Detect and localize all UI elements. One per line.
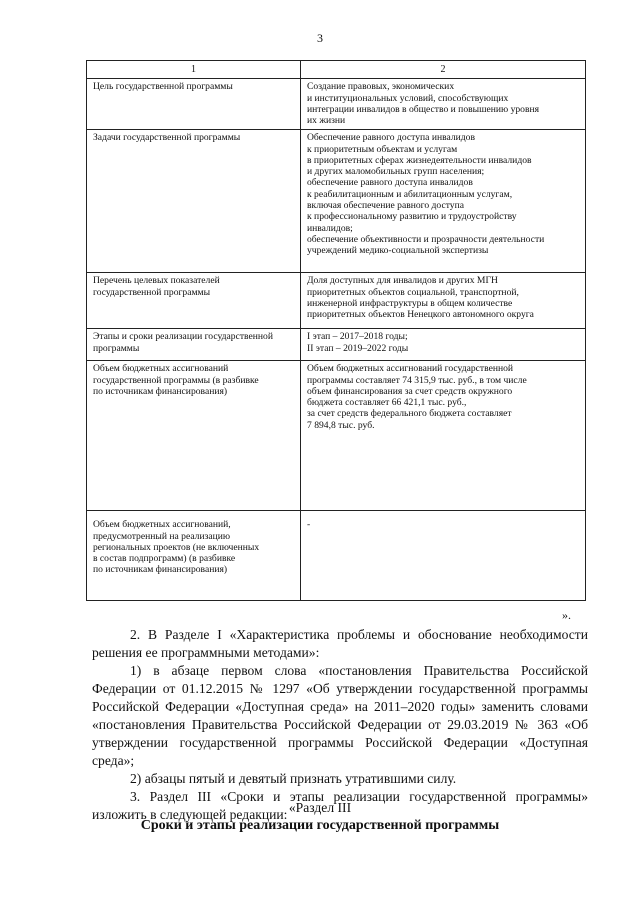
row-label: Цель государственной программы	[87, 79, 301, 130]
table-row	[87, 511, 586, 601]
table-row	[87, 130, 586, 273]
row-label: Этапы и сроки реализации государственной программы	[87, 329, 301, 361]
paragraph: 3. Раздел III «Сроки и этапы реализации государственной программы» изложить в следующей редакции:	[92, 789, 588, 822]
paragraph: 2) абзацы пятый и девятый признать утратившими силу.	[130, 771, 457, 786]
program-passport-table	[86, 60, 586, 601]
section-heading-quote: «Раздел III	[288, 800, 352, 815]
row-content: I этап – 2017–2018 годы; II этап – 2019–2022 годы	[301, 329, 586, 361]
column-header: 2	[301, 61, 586, 79]
paragraph: 2. В Разделе I «Характеристика проблемы и обоснование необходимости решения ее программными методами»:	[92, 627, 588, 660]
row-content: Создание правовых, экономических и институциональных условий, способствующих интеграции инвалидов в общество и повышению уровня их жизни	[301, 79, 586, 130]
row-label: Объем бюджетных ассигнований, предусмотренный на реализацию региональных проектов (не включенных в состав подпрограмм) (в разбивке по источникам финансирования)	[87, 511, 301, 601]
row-content: Обеспечение равного доступа инвалидов к приоритетным объектам и услугам в приоритетных сферах жизнедеятельности инвалидов и других маломобильных групп населения; обеспечение равного доступа инвалидов к реабилитационным и абилитационным услугам, включая обеспечение равного доступа к профессиональному развитию и трудоустройству инвалидов; обеспечение объективности и прозрачности деятельности учреждений медико-социальной экспертизы	[301, 130, 586, 273]
table-row	[87, 79, 586, 130]
table-row	[87, 361, 586, 511]
section-title: Сроки и этапы реализации государственной программы	[140, 818, 500, 833]
closing-quote: ».	[562, 608, 571, 622]
row-content: Объем бюджетных ассигнований государственной программы составляет 74 315,9 тыс. руб., в том числе объем финансирования за счет средств окружного бюджета составляет 66 421,1 тыс. руб., за счет средств федерального бюджета составляет 7 894,8 тыс. руб.	[301, 361, 586, 511]
row-label: Задачи государственной программы	[87, 130, 301, 273]
column-header: 1	[87, 61, 301, 79]
table-header-row	[87, 61, 586, 79]
paragraph: 1) в абзаце первом слова «постановления Правительства Российской Федерации от 01.12.2015 № 1297 «Об утверждении государственной программы Российской Федерации «Доступная среда» на 2011–2020 годы» заменить словами «постановления Правительства Российской Федерации от 29.03.2019 № 363 «Об утверждении государственной программы Российской Федерации «Доступная среда»;	[92, 663, 588, 768]
table-row	[87, 329, 586, 361]
table-row	[87, 273, 586, 329]
row-label: Перечень целевых показателей государственной программы	[87, 273, 301, 329]
amendment-text	[92, 626, 588, 824]
row-content: Доля доступных для инвалидов и других МГН приоритетных объектов социальной, транспортной, инженерной инфраструктуры в общем количестве приоритетных объектов Ненецкого автономного округа	[301, 273, 586, 329]
row-content: -	[301, 511, 586, 601]
page-number: 3	[317, 31, 323, 45]
row-label: Объем бюджетных ассигнований государственной программы (в разбивке по источникам финансирования)	[87, 361, 301, 511]
